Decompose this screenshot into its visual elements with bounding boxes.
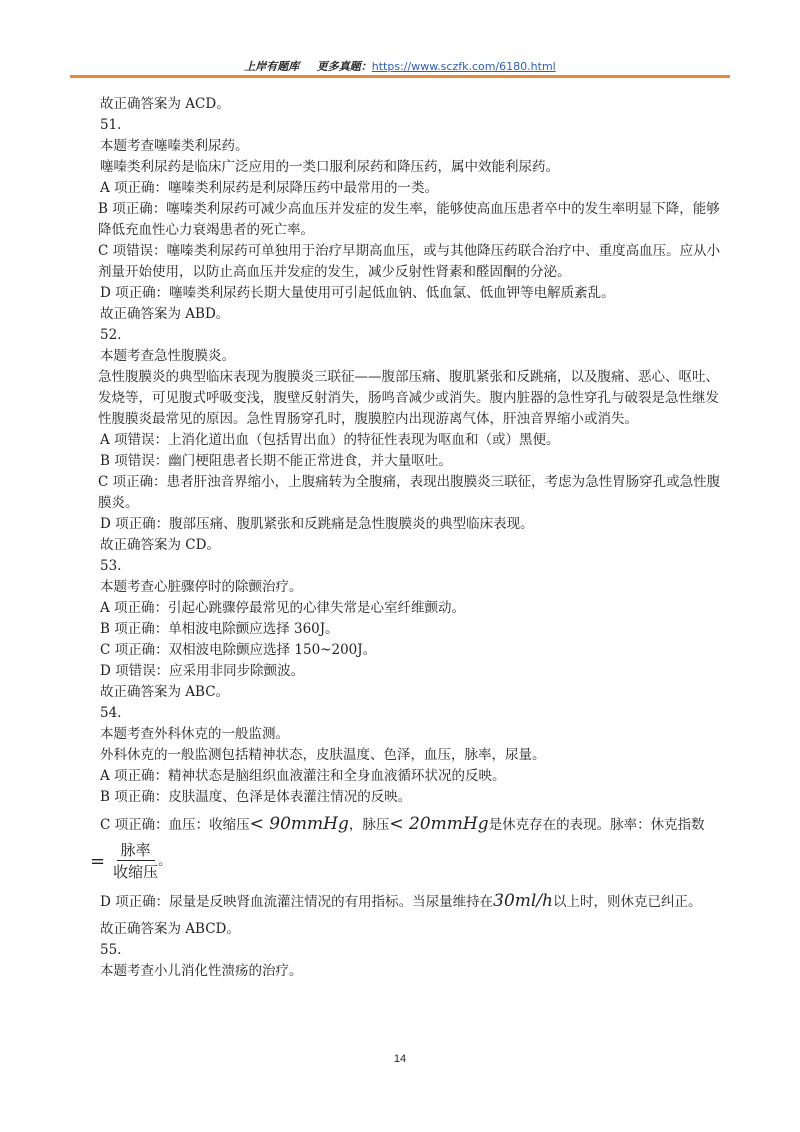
- option-a: A 项正确：噻嗪类利尿药是利尿降压药中最常用的一类。: [100, 180, 439, 196]
- option-c-text: C 项正确：血压：收缩压: [100, 817, 250, 833]
- option-d-text: 以上时，则休克已纠正。: [553, 894, 702, 910]
- answer-line: 故正确答案为 ABD。: [100, 306, 230, 322]
- page-header: [0, 58, 800, 74]
- option-b: B 项正确：皮肤温度、色泽是体表灌注情况的反映。: [100, 789, 412, 805]
- paragraph: 噻嗪类利尿药是临床广泛应用的一类口服利尿药和降压药，属中效能利尿药。: [100, 159, 559, 175]
- question-number: 55.: [100, 942, 122, 958]
- shock-index-formula: [90, 840, 732, 883]
- topic-line: 本题考查外科休克的一般监测。: [100, 726, 289, 742]
- question-number: 54.: [100, 705, 122, 721]
- equals-sign: =: [90, 851, 106, 872]
- header-link[interactable]: https://www.sczfk.com/6180.html: [371, 60, 556, 73]
- fraction-denominator: 收缩压: [113, 863, 159, 881]
- header-label: 更多真题：: [316, 60, 372, 73]
- option-d: D 项正确：噻嗪类利尿药长期大量使用可引起低血钠、低血氯、低血钾等电解质紊乱。: [100, 285, 615, 301]
- fraction-end: 。: [158, 853, 172, 869]
- paragraph: 外科休克的一般监测包括精神状态，皮肤温度、色泽，血压，脉率，尿量。: [100, 747, 546, 763]
- option-c-text: ，脉压: [348, 817, 390, 833]
- option-c-text: 是休克存在的表现。脉率：休克指数: [488, 817, 705, 833]
- option-b: B 项错误：幽门梗阻患者长期不能正常进食，并大量呕吐。: [100, 453, 452, 469]
- header-rule: [70, 75, 730, 78]
- answer-line: 故正确答案为 CD。: [100, 537, 220, 553]
- option-a: A 项正确：精神状态是脑组织血液灌注和全身血液循环状况的反映。: [100, 768, 506, 784]
- option-b: B 项正确：噻嗪类利尿药可减少高血压并发症的发生率，能够使高血压患者卒中的发生率明显下降，能够降低充血性心力衰竭患者的死亡率。: [98, 201, 720, 238]
- option-c: C 项正确：患者肝浊音界缩小，上腹痛转为全腹痛，表现出腹膜炎三联征，考虑为急性胃肠穿孔或急性腹膜炎。: [98, 474, 721, 511]
- paragraph: 急性腹膜炎的典型临床表现为腹膜炎三联征——腹部压痛、腹肌紧张和反跳痛，以及腹痛、恶心、呕吐、发烧等，可见腹式呼吸变浅，腹壁反射消失，肠鸣音减少或消失。腹内脏器的急性穿孔与破裂是急性继发性腹膜炎最常见的原因。急性胃肠穿孔时，腹膜腔内出现游离气体，肝浊音界缩小或消失。: [98, 369, 719, 427]
- math-systolic: < 90mmHg: [249, 814, 349, 834]
- topic-line: 本题考查急性腹膜炎。: [100, 348, 235, 364]
- topic-line: 本题考查小儿消化性溃疡的治疗。: [100, 963, 303, 979]
- topic-line: 本题考查心脏骤停时的除颤治疗。: [100, 579, 303, 595]
- math-urine: 30ml/h: [493, 891, 553, 911]
- answer-line: 故正确答案为 ACD。: [100, 96, 230, 112]
- option-d: D 项正确：腹部压痛、腹肌紧张和反跳痛是急性腹膜炎的典型临床表现。: [100, 516, 534, 532]
- math-pulse-pressure: < 20mmHg: [389, 814, 489, 834]
- fraction-numerator: 脉率: [117, 840, 155, 861]
- question-number: 51.: [100, 117, 122, 133]
- question-number: 53.: [100, 558, 122, 574]
- option-c: C 项正确：双相波电除颤应选择 150~200J。: [100, 642, 377, 658]
- header-title: 上岸有题库: [244, 60, 300, 73]
- option-b: B 项正确：单相波电除颤应选择 360J。: [100, 621, 339, 637]
- document-body: [90, 94, 732, 982]
- option-d: [100, 891, 732, 913]
- answer-line: 故正确答案为 ABC。: [100, 684, 230, 700]
- fraction: [113, 840, 158, 883]
- option-d-text: D 项正确：尿量是反映肾血流灌注情况的有用指标。当尿量维持在: [100, 894, 494, 910]
- topic-line: 本题考查噻嗪类利尿药。: [100, 138, 249, 154]
- page-number: 14: [393, 1053, 407, 1065]
- option-d: D 项错误：应采用非同步除颤波。: [100, 663, 305, 679]
- option-a: A 项正确：引起心跳骤停最常见的心律失常是心室纤维颤动。: [100, 600, 466, 616]
- answer-line: 故正确答案为 ABCD。: [100, 921, 240, 937]
- question-number: 52.: [100, 327, 122, 343]
- option-c: [100, 814, 732, 836]
- option-c: C 项错误：噻嗪类利尿药可单独用于治疗早期高血压，或与其他降压药联合治疗中、重度高血压。应从小剂量开始使用，以防止高血压并发症的发生，减少反射性肾素和醛固酮的分泌。: [98, 243, 721, 280]
- option-a: A 项错误：上消化道出血（包括胃出血）的特征性表现为呕血和（或）黑便。: [100, 432, 560, 448]
